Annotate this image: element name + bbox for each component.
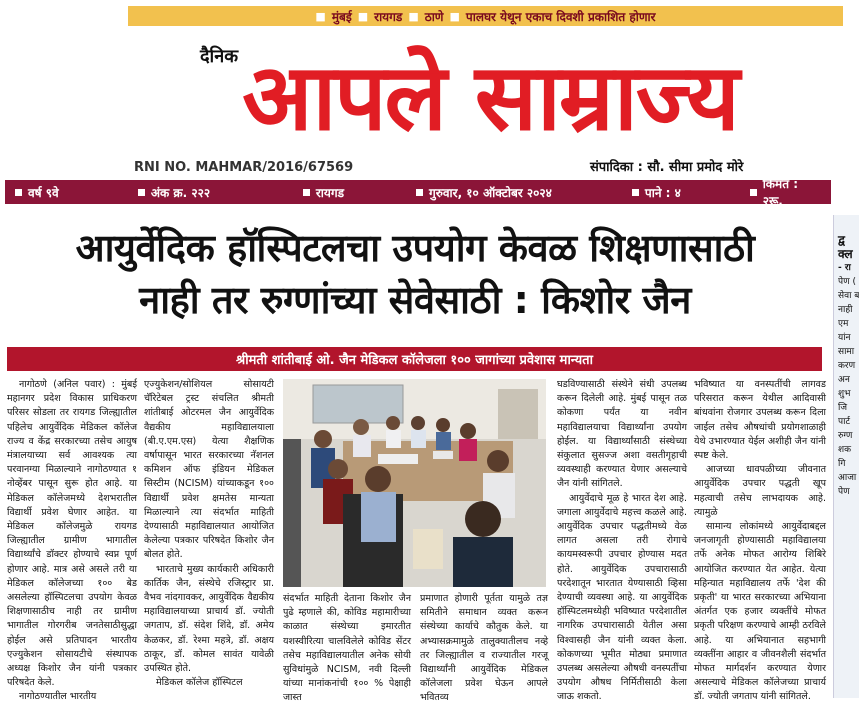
headline-line-2: नाही तर रुग्णांच्या सेवेसाठी : किशोर जैन [139,278,691,322]
issue-date [406,184,622,201]
issue-year [5,184,128,201]
article-column-4 [694,378,826,703]
strip-line: सामा [838,347,855,357]
strip-line: पेण [838,487,850,497]
issue-year-text: वर्ष ९वे [28,185,59,200]
article-column-1 [7,378,137,703]
issue-city-text: रायगड [315,185,345,200]
square-icon [15,189,22,196]
column-4-paragraph-3: सामान्य लोकांमध्ये आयुर्वेदाबद्दल जनजागृती होण्यासाठी महाविद्यालया तर्फे अनेक मोफत आरोग्य शिबिरे आयोजित करण्यात येत आहेत. येत्या महिन्यात महाविद्यालय तर्फे 'देश की प्रकृती' या भारत सरकारच्या अभियाना अंतर्गत एक हजार व्यक्तींचे मोफत प्रकृती परिक्षण करण्याचे आम्ही ठरविले आहे. या अभियानात सहभागी व्यक्तींना आहार व जीवनशैली संदर्भात मोफत मार्गदर्शन करण्यात येणार असल्याचे मेडिकल कॉलेजच्या प्राचार्य डॉ. ज्योती जगताप यांनी सांगितले. [694,521,826,703]
column-1-paragraph-2: नागोठण्यातील भारतीय [19,691,97,703]
issue-city [293,184,406,201]
strip-line: एम [838,319,849,329]
edition-thane: ठाणे [424,9,444,24]
column-4-paragraph: भविष्यात या वनस्पतींची लागवड परिसरात करून येथील आदिवासी बांधवांना रोजगार उपलब्ध करून दिला जाईल तसेच औषधांची प्रयोगशाळाही येथे उभारण्यात येईल अशीही जैन यांनी स्पष्ट केले. [694,379,826,462]
strip-line: पार्ट [838,417,850,427]
strip-line: यांन [838,333,851,343]
strip-line: करण [838,361,856,371]
newspaper-title: आपले साम्राज्य [242,44,738,151]
square-icon [416,189,423,196]
strip-line: नाही [838,305,853,315]
square-icon [750,189,757,196]
edition-palghar: पालघर येथून एकाच दिवशी प्रकाशित होणार [465,9,656,24]
strip-line: सेवा ब [838,291,859,301]
column-2-paragraph: एज्युकेशन/सोशियल सोसायटी चॅरिटेबल ट्रस्ट संचलित श्रीमती शांतीबाई ओटरमल जैन आयुर्वेदिक वैद्यकीय महाविद्यालयाला (बी.ए.एम.एस) येत्या शैक्षणिक वर्षापासून भारत सरकारच्या नॅशनल कमिशन ऑफ इंडियन मेडिकल सिस्टीम (NCISM) यांच्याकडून १०० विद्यार्थी प्रवेश क्षमतेस मान्यता मिळाल्याने त्या संदर्भात माहिती देण्यासाठी महाविद्यालयात आयोजित केलेल्या पत्रकार परिषदेत किशोर जैन बोलत होते. [144,379,274,561]
issue-info-bar [5,177,831,208]
issue-number [128,184,293,201]
article-column-3 [557,378,687,703]
issue-price-text: किंमत : २रू. [762,177,799,208]
title-prefix: दैनिक [200,46,239,67]
issue-date-text: गुरुवार, १० ऑक्टोबर २०२४ [428,185,552,200]
editor-credit: संपादिका : सौ. सीमा प्रमोद मोरे [590,160,744,175]
column-3-paragraph-2: आयुर्वेदाचे मूळ हे भारत देश आहे. जगाला आयुर्वेदाचे महत्त्व कळले आहे. आयुर्वेदिक उपचार पद्धतीमध्ये वेळ लागत असला तरी रोगाचे कायमस्वरूपी उपचार होण्यास मदत होते. आयुर्वेदिक उपचारासाठी परदेशातून भारतात येण्यासाठी व्हिसा देण्याची व्यवस्था आहे. या आयुर्वेदिक हॉस्पिटलमध्येही भविष्यात परदेशातील नागरिक उपचारासाठी येतील असा विश्वासही जैन यांनी व्यक्त केला. कोकणच्या भूमीत मोठ्या प्रमाणात उपलब्ध असलेल्या औषधी वनस्पतींचा उपयोग औषध निर्मितीसाठी केला जाऊ शकतो. [557,492,687,703]
column-2-paragraph-3: मेडिकल कॉलेज हॉस्पिटल [156,677,243,689]
strip-line: क्ल [838,247,853,261]
strip-line: - रा [838,263,851,273]
strip-line: द्व [838,233,845,247]
edition-mumbai: मुंबई [331,9,352,24]
issue-pages-text: पाने : ४ [644,185,681,200]
square-icon [632,189,639,196]
edition-banner [128,6,843,26]
square-icon [303,189,310,196]
strip-line: गि [838,459,846,469]
column-4-paragraph-2: आजच्या धावपळीच्या जीवनात आयुर्वेदिक उपचार पद्धती खूप महत्वाची तसेच लाभदायक आहे. त्यामुळे [694,464,826,518]
bullet-icon: ■ [357,9,369,23]
strip-line: शक [838,445,852,455]
square-icon [138,189,145,196]
caption-column-a: संदर्भात माहिती देताना किशोर जैन पुढे म्हणाले की, कोविड महामारीच्या काळात संस्थेच्या इमारतीत यशस्वीरित्या चालविलेले कोविड सेंटर तसेच महाविद्यालयातील अनेक सोयी सुविधांमुळे NCISM, नवी दिल्ली यांच्या मानांकनांची १०० % पेक्षाही जास्त [283,593,411,704]
column-1-paragraph: नागोठणे (अनिल पवार) : मुंबई महानगर प्रदेश विकास प्राधिकरण परिसर सोडला तर रायगड जिल्ह्यातील पहिलेच आयुर्वेदिक मेडिकल कॉलेज राज्य व केंद्र सरकारच्या तसेच आयुष मंत्रालयाच्या सर्व आवश्यक त्या परवानग्या मिळाल्याने नागोठण्यात १ नोव्हेंबर पासून सुरू होत आहे. या मेडिकल कॉलेजमध्ये देशभरातील विद्यार्थी प्रवेश घेणार आहेत. या मेडिकल कॉलेजमुळे रायगड जिल्ह्यातील ग्रामीण भागातील विद्यार्थ्यांचे डॉक्टर होण्याचे स्वप्न पूर्ण होणार आहे. मात्र असे असले तरी या मेडिकल कॉलेजच्या १०० बेड असलेल्या हॉस्पिटलचा उपयोग केवळ शिक्षणासाठीच नाही तर ग्रामीण भागातील गोरगरीब जनतेसाठीसुद्धा होईल असे प्रतिपादन भारतीय एज्युकेशन सोसायटीचे संस्थापक अध्यक्ष किशोर जैन यांनी पत्रकार परिषदेत केले. [7,379,137,689]
strip-line: पेण ( [838,277,856,287]
bullet-icon: ■ [315,9,326,23]
adjacent-article-strip [833,215,859,698]
article-column-2 [144,378,274,694]
issue-pages [622,184,740,201]
bullet-icon: ■ [449,9,460,23]
column-3-paragraph: घडविण्यासाठी संस्थेने संधी उपलब्ध करून दिलेली आहे. मुंबई पासून तळ कोकणा पर्यंत या नवीन महाविद्यालयाचा विद्यार्थ्यांना उपयोग होईल. या विद्यार्थ्यांसाठी संस्थेच्या संकुलात सुसज्ज अशा वसतीगृहाची व्यवस्थाही करण्यात येणार असल्याचे जैन यांनी सांगितले. [557,379,687,490]
edition-raigad: रायगड [374,9,403,24]
issue-price [740,175,831,209]
article-headline [10,222,820,326]
strip-line: जि [838,403,848,413]
strip-line: रुग्ण [838,431,853,441]
press-conference-photo [283,379,546,587]
photo-illustration [283,379,546,587]
strip-line: अन [838,375,850,385]
bullet-icon: ■ [408,9,419,23]
column-2-paragraph-2: भारताचे मुख्य कार्यकारी अधिकारी कार्तिक जैन, संस्थेचे रजिस्ट्रार प्रा. वैभव नांदगावकर, आयुर्वेदिक वैद्यकीय महाविद्यालयाच्या प्राचार्य डॉ. ज्योती जगताप, डॉ. संदेश शिंदे, डॉ. अमेय केळकर, डॉ. रेश्मा महत्रे, डॉ. अक्षय ठाकूर, डॉ. कोमल सावंत यावेळी उपस्थित होते. [144,563,274,675]
article-subheadline: श्रीमती शांतीबाई ओ. जैन मेडिकल कॉलेजला १०० जागांच्या प्रवेशास मान्यता [7,347,822,371]
strip-line: आजा [838,473,857,483]
issue-number-text: अंक क्र. २२२ [150,185,211,200]
rni-number: RNI NO. MAHMAR/2016/67569 [134,160,354,175]
strip-line: शुभ [838,389,851,399]
headline-line-1: आयुर्वेदिक हॉस्पिटलचा उपयोग केवळ शिक्षणासाठी [75,226,755,270]
caption-column-b: प्रमाणात होणारी पूर्तता यामुळे तज्ञ समितीने समाधान व्यक्त करून संस्थेच्या कार्याचे कौतुक केले. या अभ्यासक्रमामुळे तालुक्यातीलच नव्हे तर जिल्ह्यातील व राज्यातील गरजू विद्यार्थ्यांनी आयुर्वेदिक मेडिकल कॉलेजला प्रवेश घेऊन आपले भवितव्य [420,593,548,704]
